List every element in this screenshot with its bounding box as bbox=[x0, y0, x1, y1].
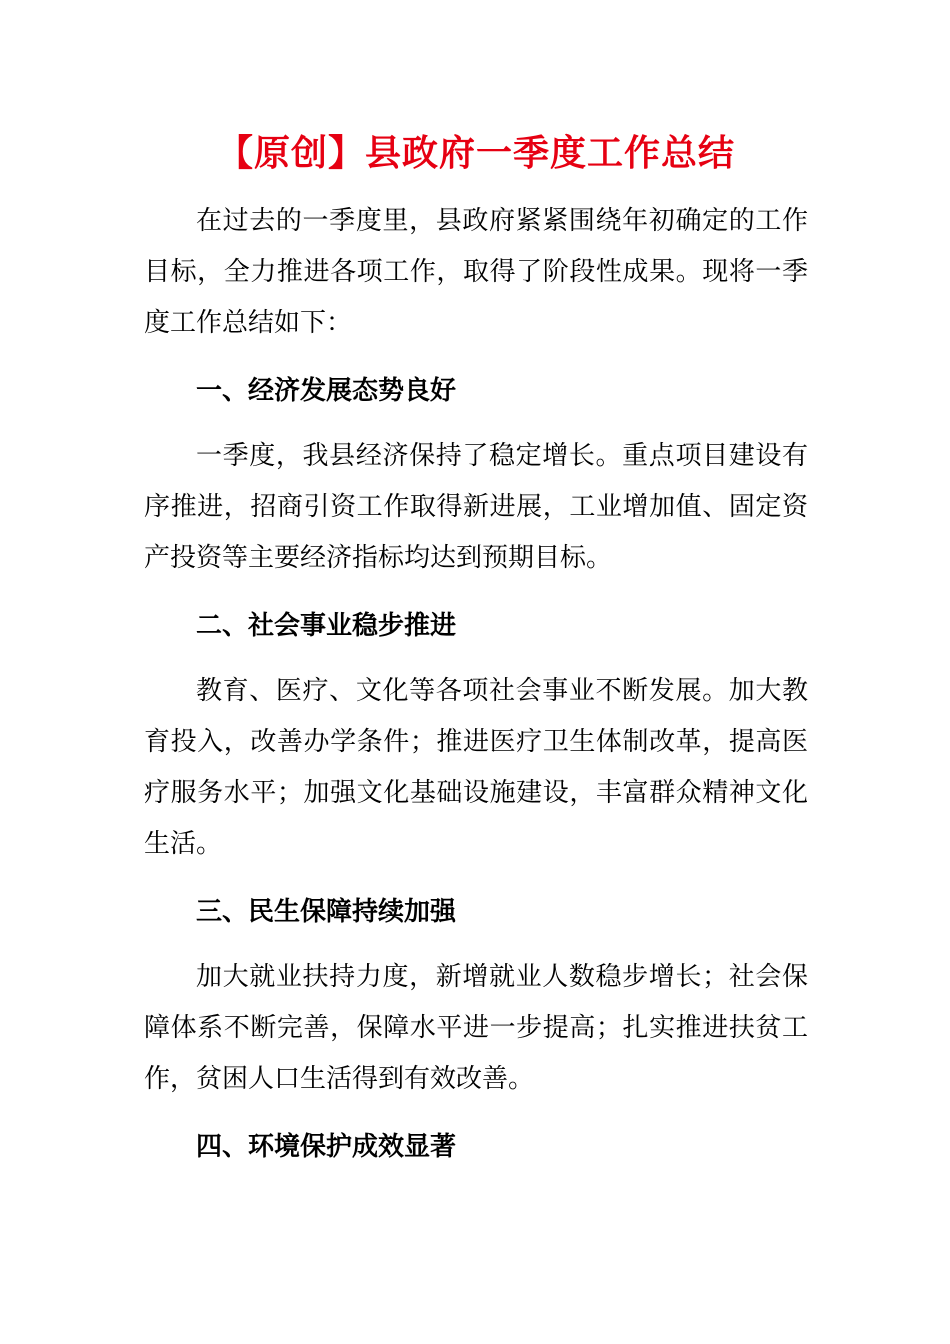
section-heading-social: 二、社会事业稳步推进 bbox=[196, 611, 457, 641]
section-heading-economy: 一、经济发展态势良好 bbox=[196, 376, 457, 406]
section-body-economy: 一季度，我县经济保持了稳定增长。重点项目建设有序推进，招商引资工作取得新进展，工业增加值、固定资产投资等主要经济指标均达到预期目标。 bbox=[144, 441, 808, 573]
document-body bbox=[144, 126, 808, 1187]
section-heading-environment: 四、环境保护成效显著 bbox=[196, 1132, 457, 1162]
section-body-social: 教育、医疗、文化等各项社会事业不断发展。加大教育投入，改善办学条件；推进医疗卫生体制改革，提高医疗服务水平；加强文化基础设施建设，丰富群众精神文化生活。 bbox=[144, 676, 808, 859]
intro-paragraph: 在过去的一季度里，县政府紧紧围绕年初确定的工作目标，全力推进各项工作，取得了阶段性成果。现将一季度工作总结如下： bbox=[144, 206, 808, 338]
section-heading-livelihood: 三、民生保障持续加强 bbox=[196, 897, 457, 927]
section-body-livelihood: 加大就业扶持力度，新增就业人数稳步增长；社会保障体系不断完善，保障水平进一步提高；扎实推进扶贫工作，贫困人口生活得到有效改善。 bbox=[144, 962, 808, 1094]
document-title: 【原创】县政府一季度工作总结 bbox=[216, 133, 735, 174]
